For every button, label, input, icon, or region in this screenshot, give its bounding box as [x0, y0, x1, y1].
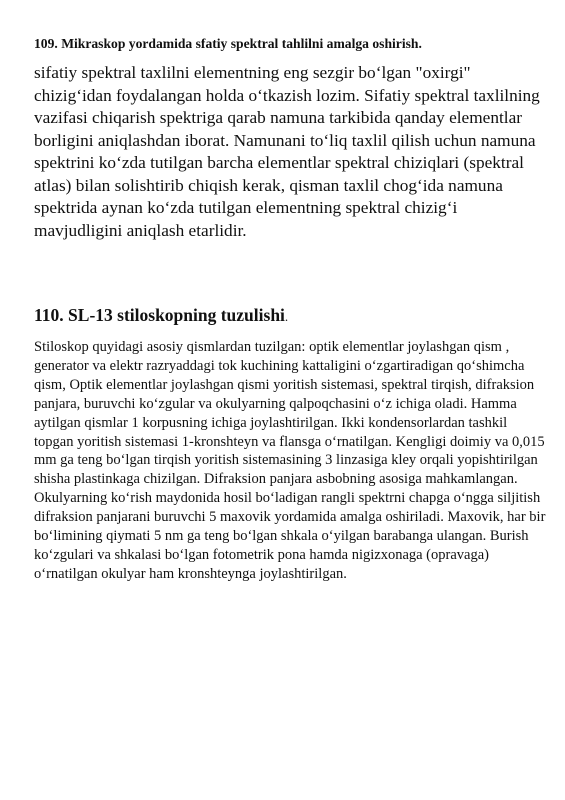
section-110-heading-dot: .: [284, 309, 289, 324]
section-110-heading: [34, 303, 544, 329]
section-109-heading: 109. Mikraskop yordamida sfatiy spektral tahlilni amalga oshirish.: [34, 36, 422, 51]
section-110-heading-text: 110. SL-13 stiloskopning tuzulishi: [34, 305, 285, 325]
section-110-paragraph: Stiloskop quyidagi asosiy qismlardan tuzilgan: optik elementlar joylashgan qism , generator va elektr razryaddagi tok kuchining kattaligini o‘zgartiradigan qo‘shimcha qism, Optik elementlar joylashgan qismi yoritish sistemasi, spektral tirqish, difraksion panjara, buruvchi ko‘zgular va okulyarning qalpoqchasini o‘z ichiga oladi. Hamma aytilgan qismlar 1 korpusning ichiga joylashtirilgan. Ikki kondensorlardan tashkil topgan yoritish sistemasi 1-kronshteyn va flansga o‘rnatilgan. Kengligi doimiy va 0,015 mm ga teng bo‘lgan tirqish yoritish sistemasining 3 linzasiga kley orqali yopishtirilgan shisha plastinkaga chizilgan. Difraksion panjara asbobning asosiga mahkamlangan. Okulyarning ko‘rish maydonida hosil bo‘ladigan rangli spektrni chapga o‘ngga siljitish difraksion panjarani buruvchi 5 maxovik yordamida amalga oshiriladi. Maxovik, har bir bo‘limining qiymati 5 nm ga teng bo‘lgan shkala o‘yilgan barabanga ulangan. Burish ko‘zgulari va shkalasi bo‘lgan fotometrik pona hamda nigizxonaga (opravaga) o‘rnatilgan okulyar ham kronshteynga joylashtirilgan.: [34, 339, 546, 582]
section-109-paragraph: sifatiy spektral taxlilni elementning eng sezgir bo‘lgan "oxirgi" chizig‘idan foydalangan holda o‘tkazish lozim. Sifatiy spektral taxlilning vazifasi chiqarish spektriga qarab namuna tarkibida qanday elementlar borligini aniqlashdan iborat. Namunani to‘liq taxlil qilish uchun namuna spektrini ko‘zda tutilgan barcha elementlar spektral chiziqlari (spektral atlas) bilan solishtirib chiqish kerak, qisman taxlil chog‘ida namuna spektrida aynan ko‘zda tutilgan elementning spektral chizig‘i mavjudligini aniqlash etarlidir.: [34, 63, 540, 240]
